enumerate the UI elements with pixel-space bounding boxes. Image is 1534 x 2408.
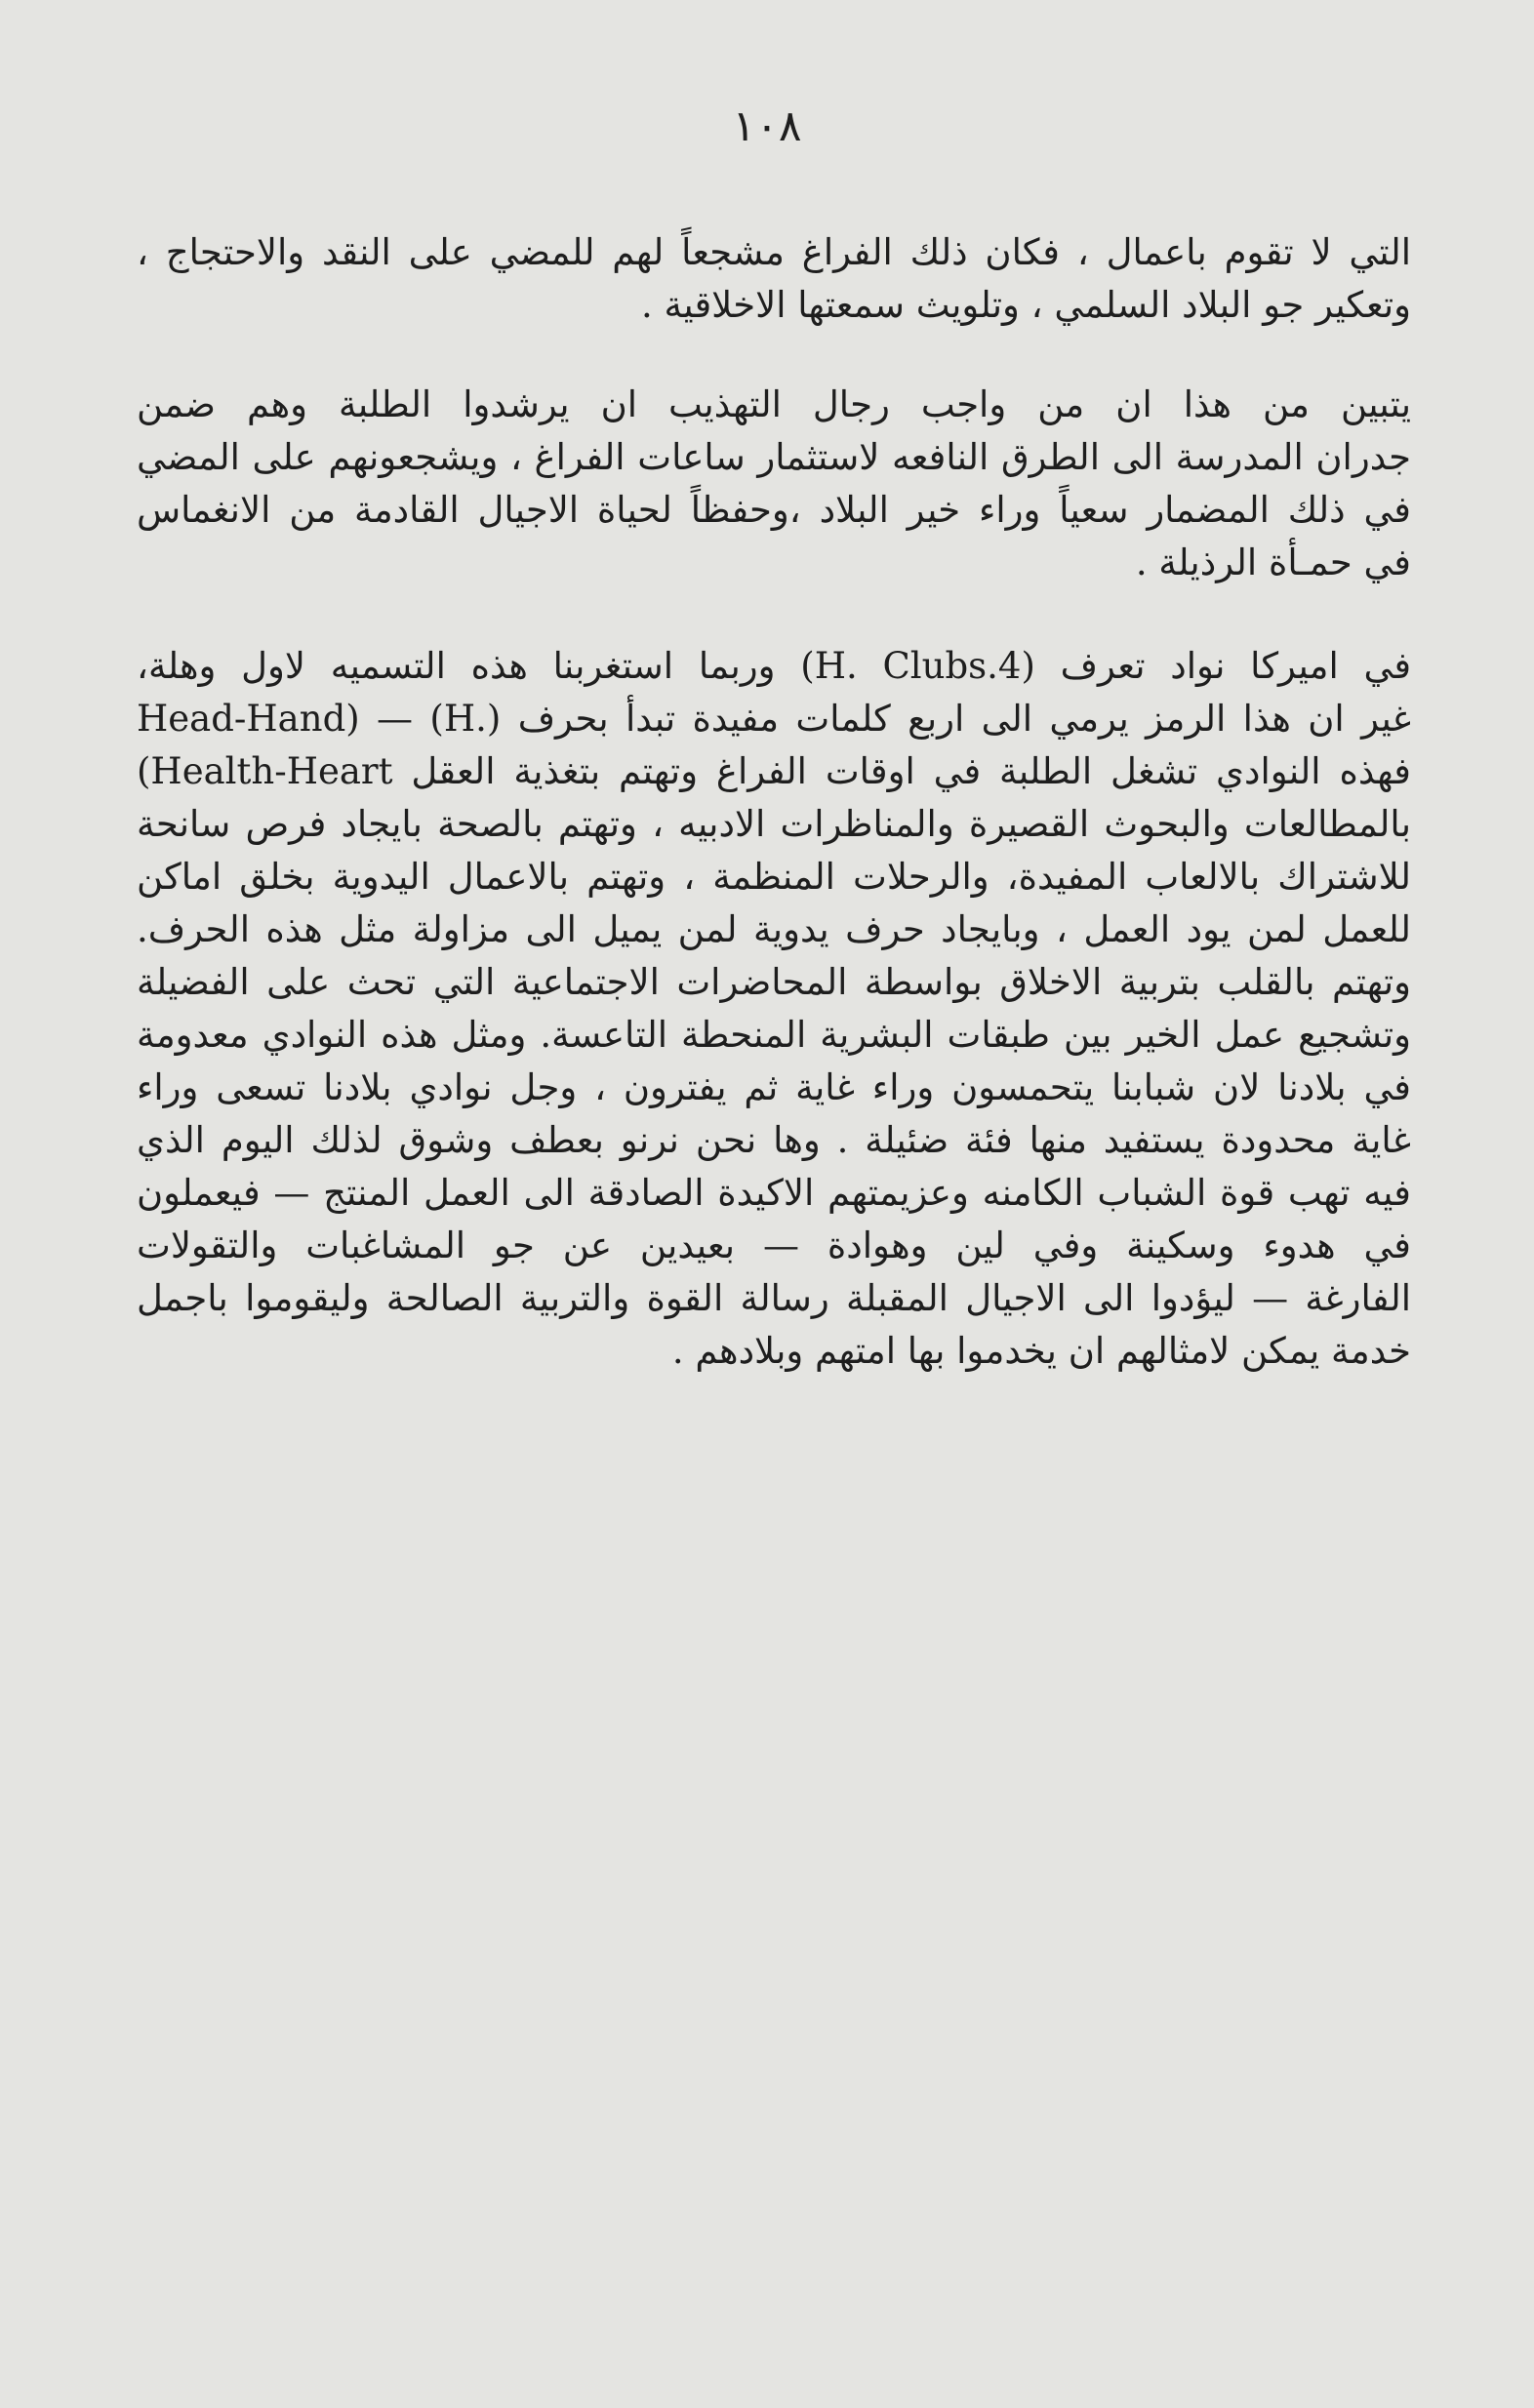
text-line: غير ان هذا الرمز يرمي الى اربع كلمات مفيدة تبدأ بحرف (.H) — (Head-Hand [137,698,1411,740]
text-line: في بلادنا لان شبابنا يتحمسون وراء غاية ثم يفترون ، وجل نوادي بلادنا تسعى وراء [137,1066,1411,1108]
text-line: جدران المدرسة الى الطرق النافعه لاستثمار ساعات الفراغ ، ويشجعونهم على المضي [137,436,1411,478]
text-line: خدمة يمكن لامثالهم ان يخدموا بها امتهم وبلادهم . [671,1330,1411,1372]
paragraph-1 [137,226,1411,332]
text-line: بالمطالعات والبحوث القصيرة والمناظرات الادبيه ، وتهتم بالصحة بايجاد فرص سانحة [137,803,1411,845]
text-line: للاشتراك بالالعاب المفيدة، والرحلات المنظمة ، وتهتم بالاعمال اليدوية بخلق اماكن [137,856,1411,898]
text-line: في اميركا نواد تعرف (4.H. Clubs) وربما استغربنا هذه التسميه لاول وهلة، [137,645,1411,687]
body-text [137,226,1411,1378]
text-line: غاية محدودة يستفيد منها فئة ضئيلة . وها نحن نرنو بعطف وشوق لذلك اليوم الذي [137,1119,1411,1161]
text-line: وتعكير جو البلاد السلمي ، وتلويث سمعتها الاخلاقية . [640,284,1411,326]
text-line: وتشجيع عمل الخير بين طبقات البشرية المنحطة التاعسة. ومثل هذه النوادي معدومة [137,1014,1411,1056]
text-line: في ذلك المضمار سعياً وراء خير البلاد ،وحفظاً لحياة الاجيال القادمة من الانغماس [137,489,1411,531]
text-line: (Health-Heart فهذه النوادي تشغل الطلبة في اوقات الفراغ وتهتم بتغذية العقل [137,750,1411,792]
text-line: فيه تهب قوة الشباب الكامنه وعزيمتهم الاكيدة الصادقة الى العمل المنتج — فيعملون [137,1172,1411,1214]
paragraph-2 [137,379,1411,589]
text-line: في حمـأة الرذيلة . [1135,542,1411,583]
text-line: للعمل لمن يود العمل ، وبايجاد حرف يدوية لمن يميل الى مزاولة مثل هذه الحرف. [137,908,1411,950]
page-number: ١٠٨ [732,101,802,151]
text-line: التي لا تقوم باعمال ، فكان ذلك الفراغ مشجعاً لهم للمضي على النقد والاحتجاج ، [137,231,1411,273]
text-line: في هدوء وسكينة وفي لين وهوادة — بعيدين عن جو المشاغبات والتقولات [137,1224,1411,1266]
text-line: الفارغة — ليؤدوا الى الاجيال المقبلة رسالة القوة والتربية الصالحة وليقوموا باجمل [137,1277,1411,1319]
paragraph-3 [137,640,1411,1378]
text-line: يتبين من هذا ان من واجب رجال التهذيب ان يرشدوا الطلبة وهم ضمن [137,383,1411,425]
text-line: وتهتم بالقلب بتربية الاخلاق بواسطة المحاضرات الاجتماعية التي تحث على الفضيلة [137,961,1411,1003]
